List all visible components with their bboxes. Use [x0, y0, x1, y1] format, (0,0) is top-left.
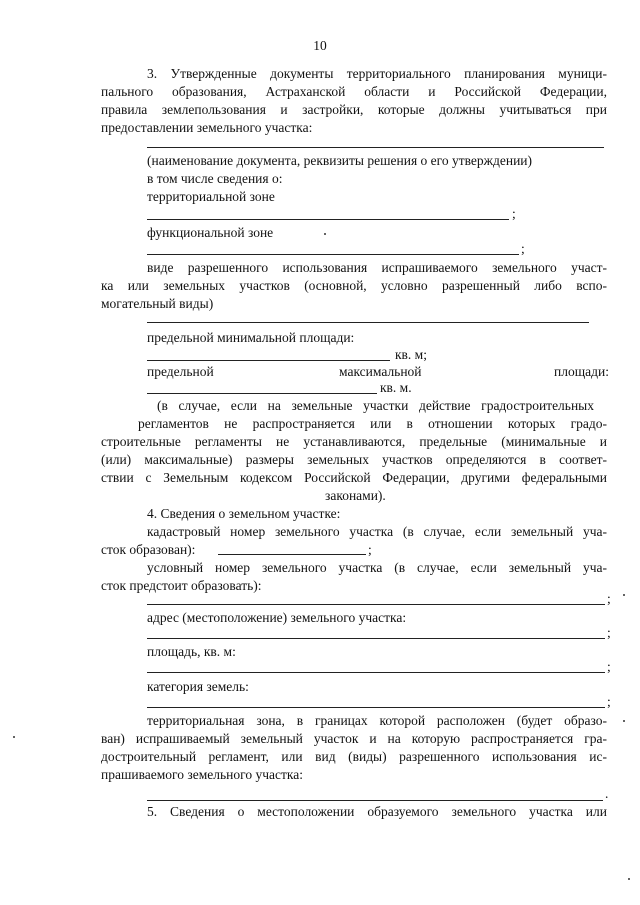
zone-period: .: [605, 786, 609, 801]
conditional-number-line-1: условный номер земельного участка (в случае, если земельный уча-: [147, 560, 607, 575]
territorial-zone-blank[interactable]: [147, 219, 509, 220]
min-area-label: предельной минимальной площади:: [147, 330, 355, 345]
permitted-use-line-2: ка или земельных участков (основной, условно разрешенный либо вспо-: [101, 278, 607, 293]
note-line-3: строительные регламенты не устанавливаются, предельные (минимальные и: [101, 434, 607, 449]
note-line-1: (в случае, если на земельные участки действие градостроительных: [157, 398, 594, 413]
including-info-label: в том числе сведения о:: [147, 171, 283, 186]
section3-line-2: пального образования, Астраханской области и Российской Федерации,: [101, 84, 607, 99]
scan-speck: [623, 594, 625, 596]
address-blank[interactable]: [147, 638, 605, 639]
note-line-4: (или) максимальные) размеры земельных участков определяются в соответ-: [101, 452, 607, 467]
territorial-zone-label: территориальной зоне: [147, 189, 275, 204]
land-category-blank[interactable]: [147, 707, 605, 708]
max-area-word-1: предельной: [147, 364, 214, 379]
min-area-unit: кв. м;: [395, 347, 427, 362]
zone-blank[interactable]: [147, 800, 603, 801]
max-area-unit: кв. м.: [380, 380, 412, 395]
cadastral-number-semicolon: ;: [368, 542, 372, 557]
section5-line-1: 5. Сведения о местоположении образуемого земельного участка или: [147, 804, 607, 819]
document-name-caption: (наименование документа, реквизиты решения о его утверждении): [147, 153, 533, 168]
zone-text-line-3: достроительный регламент, или вид (виды) разрешенного использования ис-: [101, 749, 607, 764]
scan-speck: [628, 878, 630, 880]
note-line-6: законами).: [325, 488, 386, 503]
cadastral-number-line-2: сток образован):: [101, 542, 196, 557]
area-blank[interactable]: [147, 672, 605, 673]
note-line-5: ствии с Земельным кодексом Российской Федерации, другими федеральными: [101, 470, 607, 485]
section3-line-1: 3. Утвержденные документы территориального планирования муници-: [147, 66, 607, 81]
conditional-number-line-2: сток предстоит образовать):: [101, 578, 262, 593]
cadastral-number-blank[interactable]: [218, 554, 366, 555]
scan-speck: [324, 233, 326, 235]
zone-text-line-1: территориальная зона, в границах которой расположен (будет образо-: [147, 713, 607, 728]
territorial-zone-semicolon: ;: [512, 206, 516, 221]
zone-text-line-2: ван) испрашиваемый земельный участок и на которую распространяется гра-: [101, 731, 607, 746]
land-category-label: категория земель:: [147, 679, 249, 694]
functional-zone-semicolon: ;: [521, 241, 525, 256]
functional-zone-blank[interactable]: [147, 254, 519, 255]
min-area-blank[interactable]: [147, 360, 390, 361]
area-label: площадь, кв. м:: [147, 644, 236, 659]
zone-text-line-4: прашиваемого земельного участка:: [101, 767, 303, 782]
max-area-blank[interactable]: [147, 393, 377, 394]
cadastral-number-line-1: кадастровый номер земельного участка (в случае, если земельный уча-: [147, 524, 607, 539]
section4-title: 4. Сведения о земельном участке:: [147, 506, 341, 521]
functional-zone-label: функциональной зоне: [147, 225, 274, 240]
scan-speck: [13, 736, 15, 738]
conditional-number-semicolon: ;: [607, 591, 611, 606]
max-area-word-3: площади:: [554, 364, 609, 379]
permitted-use-line-3: могательный виды): [101, 296, 214, 311]
permitted-use-line-1: виде разрешенного использования испрашиваемого земельного участ-: [147, 260, 607, 275]
permitted-use-blank[interactable]: [147, 322, 589, 323]
section3-line-3: правила землепользования и застройки, которые должны учитываться при: [101, 102, 607, 117]
land-category-semicolon: ;: [607, 694, 611, 709]
conditional-number-blank[interactable]: [147, 604, 605, 605]
max-area-word-2: максимальной: [339, 364, 422, 379]
page-number: 10: [313, 38, 327, 53]
section3-line-4: предоставлении земельного участка:: [101, 120, 313, 135]
document-name-blank[interactable]: [147, 147, 604, 148]
address-semicolon: ;: [607, 625, 611, 640]
scan-speck: [623, 720, 625, 722]
address-label: адрес (местоположение) земельного участка:: [147, 610, 407, 625]
note-line-2: регламентов не распространяется или в отношении которых градо-: [138, 416, 607, 431]
area-semicolon: ;: [607, 659, 611, 674]
